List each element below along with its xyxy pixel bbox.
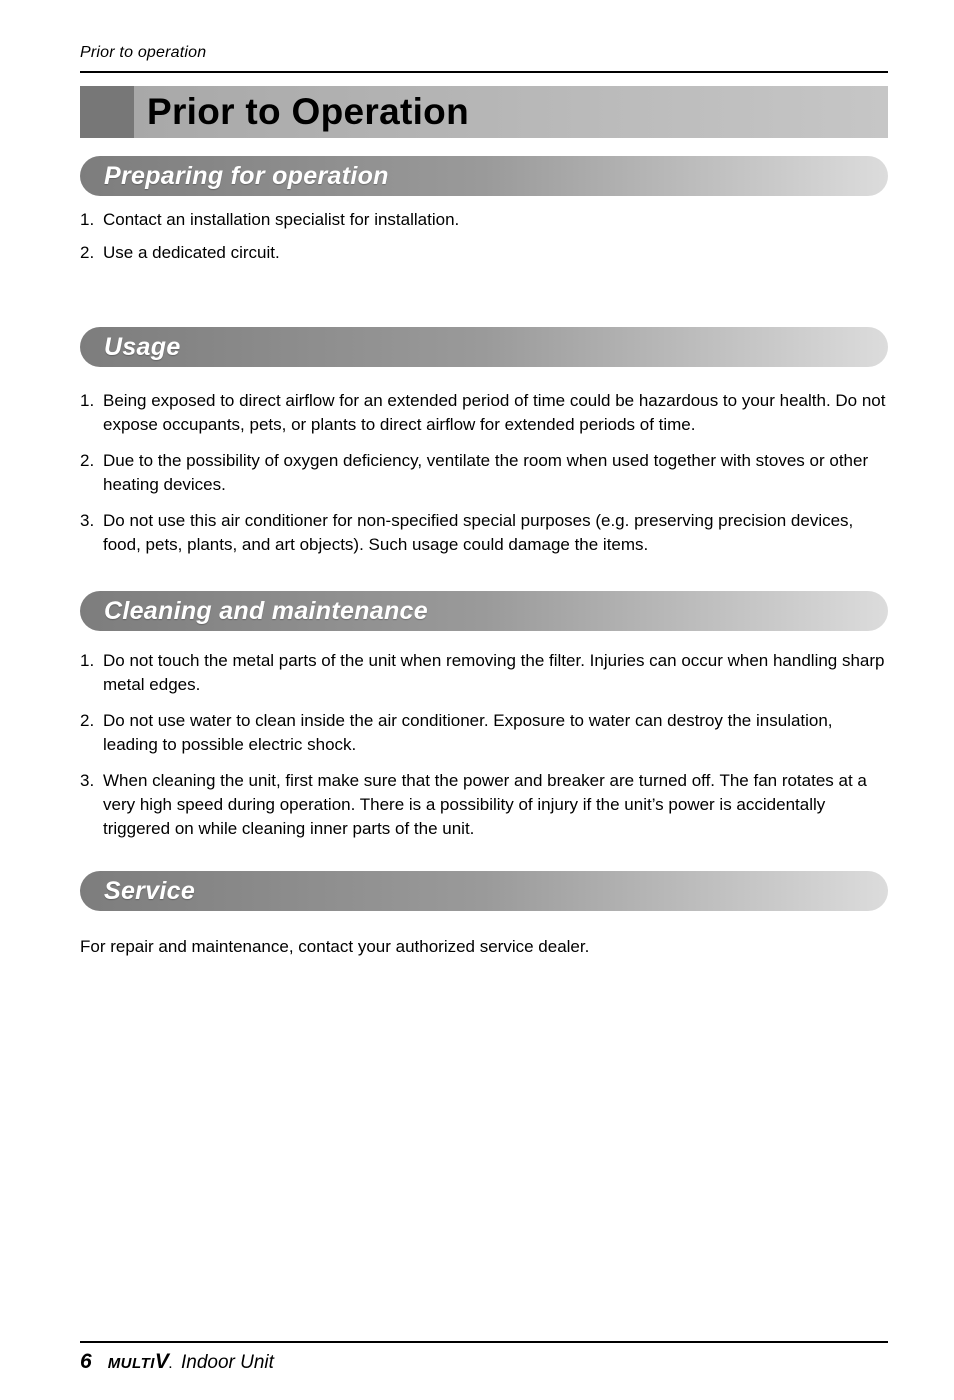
page-number: 6 <box>80 1350 92 1373</box>
list-item <box>80 208 888 232</box>
section-body-text: For repair and maintenance, contact your authorized service dealer. <box>80 937 590 956</box>
list-item-number: 3. <box>80 771 95 790</box>
section-preparing-for-operation <box>80 156 888 265</box>
header-rule <box>80 71 888 73</box>
brand-logo <box>108 1350 172 1374</box>
list-item-text: Use a dedicated circuit. <box>103 243 280 262</box>
list-item-text: When cleaning the unit, first make sure that the power and breaker are turned off. The fan rotates at a very high speed during operation. There is a possibility of injury if the unit’s power is accidentally triggered on while cleaning inner parts of the unit. <box>103 771 867 838</box>
list-item-number: 2. <box>80 711 95 730</box>
list-item <box>80 769 888 841</box>
brand-trademark-dot: . <box>168 1359 172 1371</box>
section-title: Usage <box>104 332 181 361</box>
list-item-number: 3. <box>80 511 95 530</box>
list-item <box>80 241 888 265</box>
section-usage <box>80 327 888 557</box>
section-header-bar <box>80 327 888 367</box>
footer-line <box>80 1343 888 1374</box>
chapter-title-bar <box>80 86 888 138</box>
list-item <box>80 449 888 497</box>
list-item-text: Due to the possibility of oxygen deficiency, ventilate the room when used together with stoves or other heating devices. <box>103 451 869 494</box>
section-title: Cleaning and maintenance <box>104 596 428 625</box>
section-title: Service <box>104 876 196 905</box>
list-item-number: 1. <box>80 210 95 229</box>
product-name: Indoor Unit <box>180 1352 274 1373</box>
numbered-list <box>80 389 888 557</box>
section-cleaning-and-maintenance <box>80 591 888 841</box>
list-item-number: 1. <box>80 391 95 410</box>
list-item-text: Being exposed to direct airflow for an extended period of time could be hazardous to your health. Do not expose occupants, pets, or plants to direct airflow for extended periods of time. <box>103 391 886 434</box>
list-item-text: Do not use this air conditioner for non-specified special purposes (e.g. preserving precision devices, food, pets, plants, and art objects). Such usage could damage the items. <box>103 511 854 554</box>
list-item <box>80 509 888 557</box>
list-item-number: 2. <box>80 243 95 262</box>
list-item-text: Do not use water to clean inside the air conditioner. Exposure to water can destroy the insulation, leading to possible electric shock. <box>103 711 833 754</box>
page-footer <box>80 1341 888 1374</box>
list-item-text: Do not touch the metal parts of the unit when removing the filter. Injuries can occur when handling sharp metal edges. <box>103 651 885 694</box>
numbered-list <box>80 208 888 265</box>
section-title: Preparing for operation <box>104 161 389 190</box>
list-item-number: 2. <box>80 451 95 470</box>
running-header: Prior to operation <box>80 44 207 61</box>
section-header-bar <box>80 156 888 196</box>
chapter-title: Prior to Operation <box>147 91 469 132</box>
numbered-list <box>80 649 888 841</box>
list-item <box>80 389 888 437</box>
section-service <box>80 871 888 959</box>
brand-v-text: V <box>154 1350 169 1373</box>
brand-multi-text: MULTI <box>107 1355 155 1372</box>
section-header-bar <box>80 871 888 911</box>
section-header-bar <box>80 591 888 631</box>
title-accent-square <box>80 86 134 138</box>
list-item <box>80 709 888 757</box>
list-item-text: Contact an installation specialist for installation. <box>103 210 460 229</box>
list-item-number: 1. <box>80 651 95 670</box>
list-item <box>80 649 888 697</box>
